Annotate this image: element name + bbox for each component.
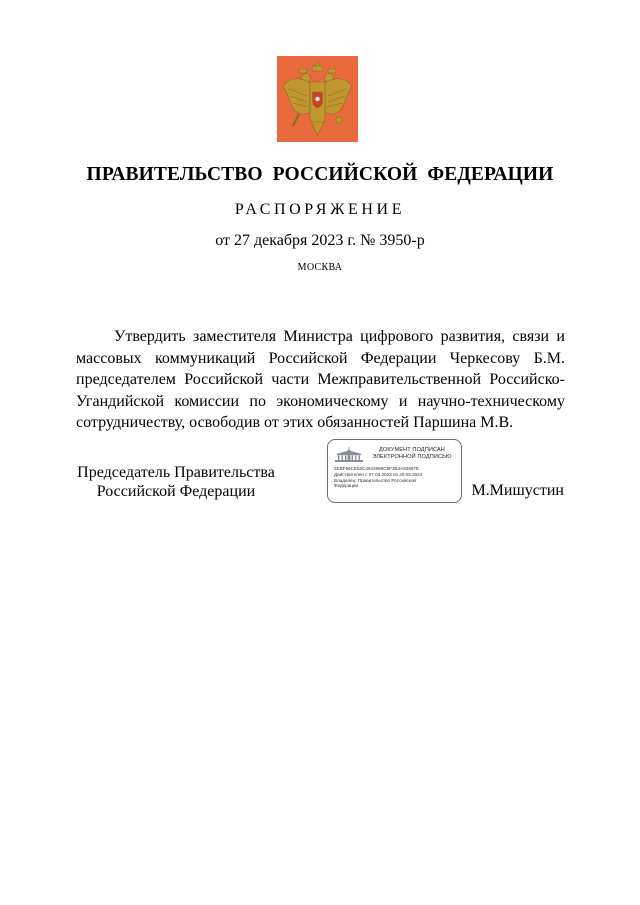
stamp-title-line2: ЭЛЕКТРОННОЙ ПОДПИСЬЮ [372,454,452,460]
electronic-signature-stamp [327,439,462,503]
stamp-owner-line1: Владелец: Правительство Российской [334,477,416,483]
document-city: МОСКВА [297,262,343,273]
stamp-header [328,444,461,463]
signer-position-line2: Российской Федерации [96,483,256,500]
signer-name: М.Мишустин [471,482,564,499]
government-title: ПРАВИТЕЛЬСТВО РОССИЙСКОЙ ФЕДЕРАЦИИ [86,164,554,185]
stamp-owner-line2: Федерации [334,483,359,489]
stamp-validity: Действителен с 07.03.2023 по 30.05.2024 [334,471,423,477]
stamp-certificate: 2EBF99CE53C4642666C6F3B4A83867E [334,466,420,471]
signer-position [76,463,276,501]
stamp-title-line1: ДОКУМЕНТ ПОДПИСАН [379,447,445,453]
government-building-icon [335,447,363,462]
signer-position-line1: Председатель Правительства [77,464,275,481]
stamp-details [334,466,459,489]
stamp-title [366,447,458,461]
order-paragraph: Утвердить заместителя Министра цифрового развития, связи и массовых коммуникаций Российской Федерации Черкесову Б.М. председателем Российской части Межправительственной Российско-Угандийской комиссии по экономическому и научно-техническому сотрудничеству, освободив от этих обязанностей Паршина М.В. [76,328,565,432]
document-date-number: от 27 декабря 2023 г. № 3950-р [215,232,425,249]
document-type: РАСПОРЯЖЕНИЕ [234,201,406,218]
coat-of-arms-emblem [277,56,358,142]
